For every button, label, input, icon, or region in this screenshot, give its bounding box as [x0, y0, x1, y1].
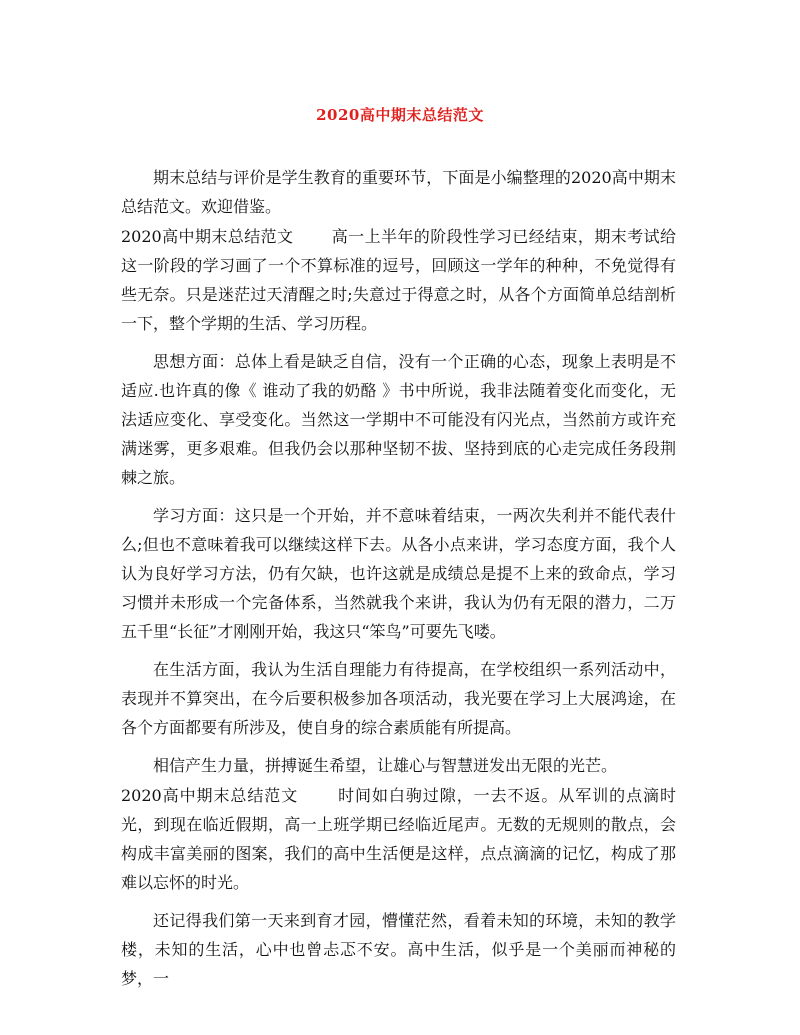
paragraph-article-2-start: 2020高中期末总结范文 时间如白驹过隙，一去不返。从军训的点滴时光，到现在临近假期，高一上班学期已经临近尾声。无数的无规则的散点，会构成丰富美丽的图案，我们的高中生活便是这样，点点滴滴的记忆，构成了那难以忘怀的时光。 [121, 786, 676, 892]
paragraph-belief: 相信产生力量，拼搏诞生希望，让雄心与智慧迸发出无限的光芒。 [153, 756, 618, 775]
paragraph-article-1-start: 2020高中期末总结范文 高一上半年的阶段性学习已经结束，期末考试给这一阶段的学习画了一个不算标准的逗号，回顾这一学年的种种，不免觉得有些无奈。只是迷茫过天清醒之时;失意过于得意之时，从各个方面简单总结剖析一下，整个学期的生活、学习历程。 [121, 227, 676, 333]
paragraph-thought: 思想方面：总体上看是缺乏自信，没有一个正确的心态，现象上表明是不适应.也许真的像《 谁动了我的奶酪 》书中所说，我非法随着变化而变化，无法适应变化、享受变化。当然这一学期中不可能没有闪光点，当然前方或许充满迷雾，更多艰难。但我仍会以那种坚韧不拔、坚持到底的心走完成任务段荆棘之旅。 [121, 352, 676, 487]
paragraph-intro: 期末总结与评价是学生教育的重要环节，下面是小编整理的2020高中期末总结范文。欢迎借鉴。 [121, 168, 676, 216]
paragraph-life: 在生活方面，我认为生活自理能力有待提高，在学校组织一系列活动中，表现并不算突出，在今后要积极参加各项活动，我光要在学习上大展鸿途，在各个方面都要有所涉及，使自身的综合素质能有所提高。 [121, 660, 676, 737]
document-body [121, 163, 676, 994]
paragraph-study: 学习方面：这只是一个开始，并不意味着结束，一两次失利并不能代表什么;但也不意味着我可以继续这样下去。从各小点来讲，学习态度方面，我个人认为良好学习方法，仍有欠缺，也许这就是成绩总是提不上来的致命点，学习习惯并未形成一个完备体系，当然就我个来讲，我认为仍有无限的潜力，二万五千里“长征”才刚刚开始，我这只“笨鸟”可要先飞喽。 [121, 506, 676, 641]
paragraph-memory: 还记得我们第一天来到育才园，懵懂茫然，看着未知的环境，未知的教学楼，未知的生活，心中也曾忐忑不安。高中生活，似乎是一个美丽而神秘的梦，一 [121, 911, 676, 988]
document-title: 2020高中期末总结范文 [316, 106, 484, 124]
